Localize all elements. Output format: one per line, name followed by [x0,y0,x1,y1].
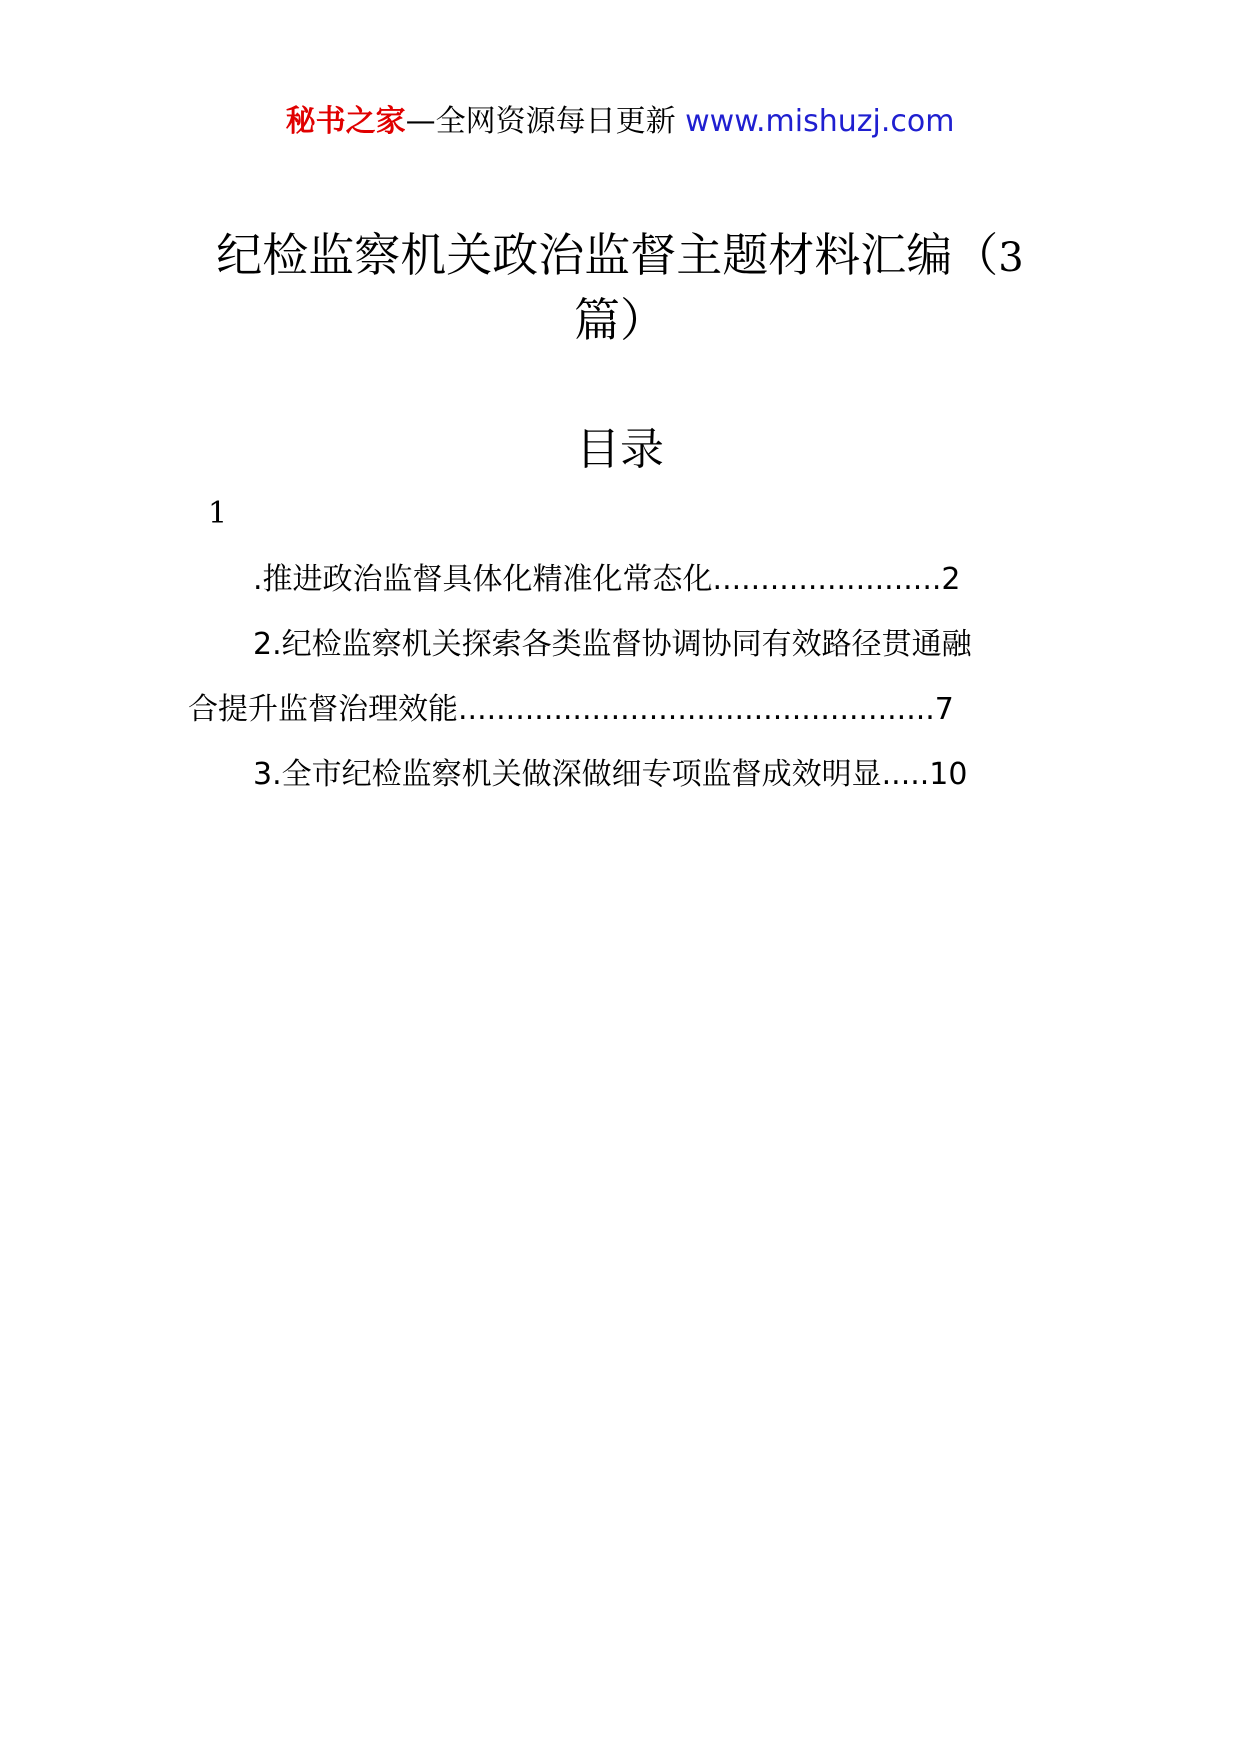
toc-entry-1[interactable]: .推进政治监督具体化精准化常态化........................2 [253,562,961,597]
brand-name: 秘书之家 [285,104,406,139]
site-header [0,102,1240,142]
toc-entry-2-continued[interactable]: 合提升监督治理效能..................................................7 [188,692,954,727]
toc-entry-2[interactable]: 2.纪检监察机关探索各类监督协调协同有效路径贯通融 [253,627,972,662]
document-title-count: 3 [998,235,1024,281]
document-title-end: 篇） [574,293,666,347]
document-title-main: 纪检监察机关政治监督主题材料汇编（ [216,228,999,282]
toc-entry-3[interactable]: 3.全市纪检监察机关做深做细专项监督成效明显.....10 [253,757,968,792]
site-url-link[interactable]: www.mishuzj.com [685,104,955,139]
document-title [200,224,1040,351]
toc-number-marker: 1 [208,496,228,531]
site-slogan: —全网资源每日更新 [405,104,676,139]
toc-heading: 目录 [576,424,664,475]
